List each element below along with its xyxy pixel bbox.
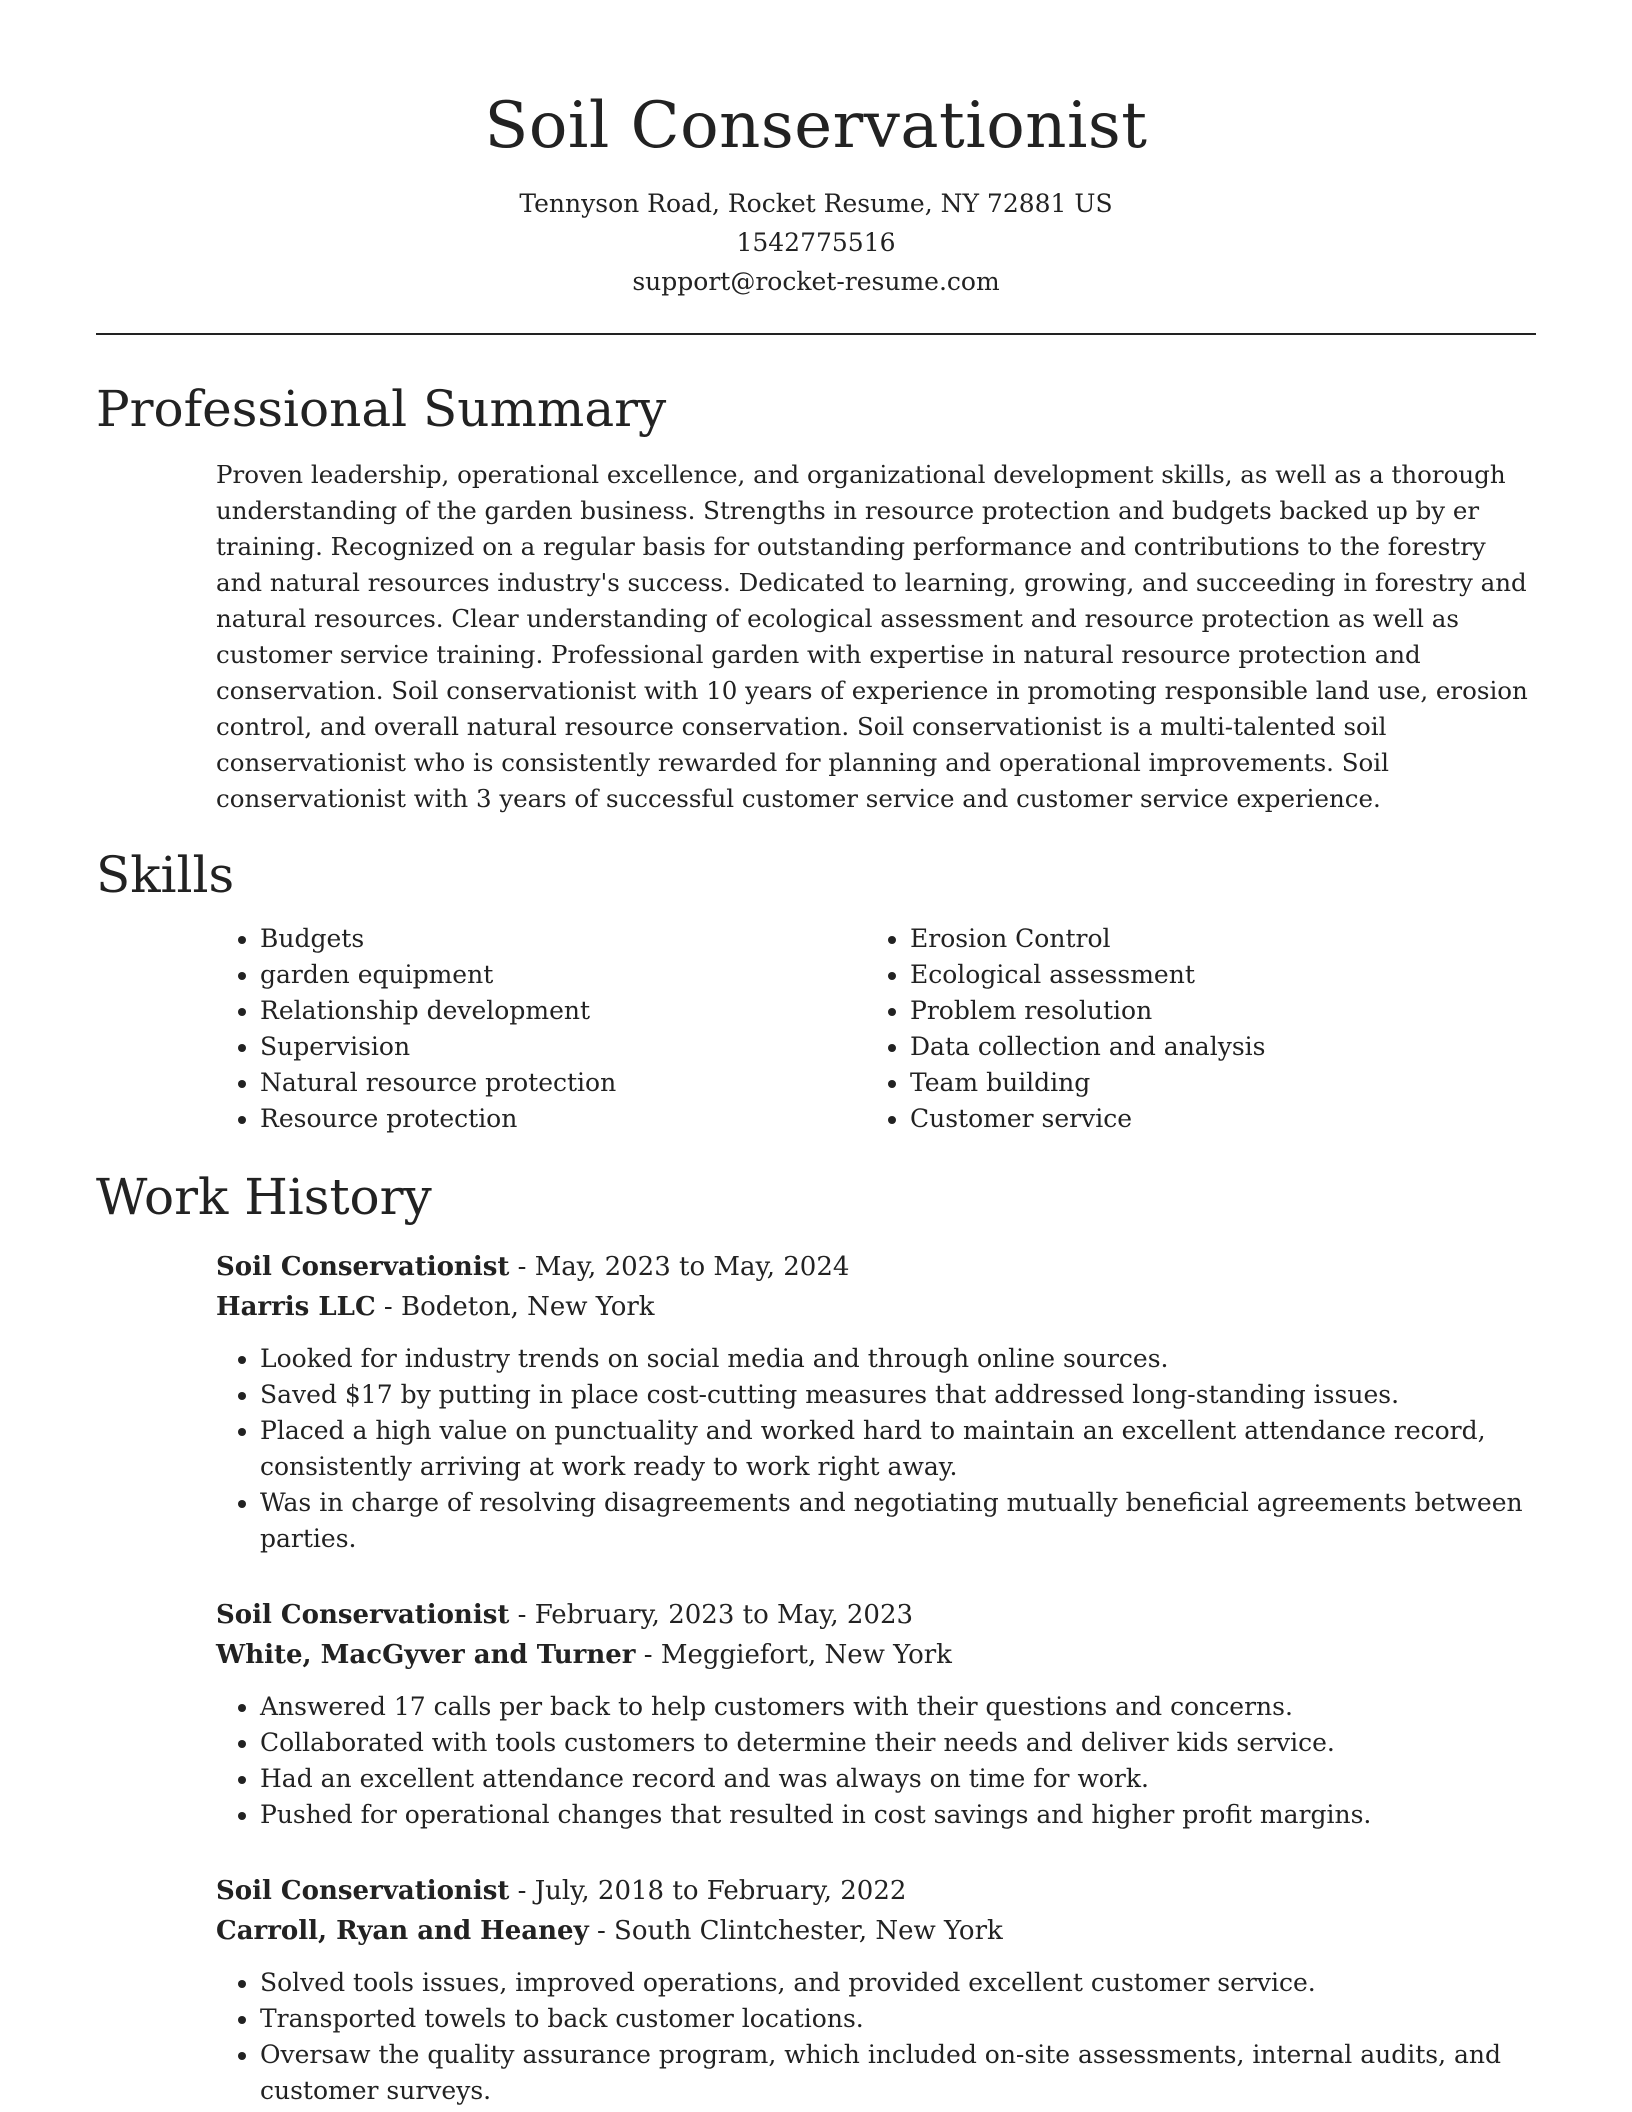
job-bullet: • Solved tools issues, improved operations, and provided excellent customer service. bbox=[260, 1965, 1536, 2001]
job-location: Bodeton, New York bbox=[400, 1292, 655, 1322]
separator: - bbox=[375, 1292, 401, 1322]
job-company-line bbox=[216, 1635, 1536, 1675]
separator: - bbox=[509, 1876, 535, 1906]
separator: - bbox=[509, 1600, 535, 1630]
work-history-list bbox=[216, 1247, 1536, 2109]
job-title-line bbox=[216, 1871, 1536, 1911]
job-company: White, MacGyver and Turner bbox=[216, 1640, 636, 1670]
job-bullets bbox=[216, 1341, 1536, 1557]
phone-number: 1542775516 bbox=[736, 228, 896, 257]
skills-list bbox=[216, 921, 1536, 1137]
job-bullet: • Looked for industry trends on social media and through online sources. bbox=[260, 1341, 1536, 1377]
job-dates: July, 2018 to February, 2022 bbox=[534, 1876, 907, 1906]
summary-text: Proven leadership, operational excellence, and organizational development skills, as well as a thorough understanding of the garden business. Strengths in resource protection and budgets backed up by er training. Recognized on a regular basis for outstanding performance and contributions to the forestry and natural resources industry's success. Dedicated to learning, growing, and succeeding in forestry and natural resources. Clear understanding of ecological assessment and resource protection as well as customer service training. Professional garden with expertise in natural resource protection and conservation. Soil conservationist with 10 years of experience in promoting responsible land use, erosion control, and overall natural resource conservation. Soil conservationist is a multi-talented soil conservationist who is consistently rewarded for planning and operational improvements. Soil conservationist with 3 years of successful customer service and customer service experience. bbox=[216, 460, 1528, 813]
skills-heading: Skills bbox=[96, 846, 235, 904]
job-role: Soil Conservationist bbox=[216, 1876, 510, 1906]
job-bullet: • Pushed for operational changes that resulted in cost savings and higher profit margins. bbox=[260, 1797, 1536, 1833]
skill-item: • Natural resource protection bbox=[260, 1065, 866, 1101]
skill-item: • Relationship development bbox=[260, 993, 866, 1029]
resume-page bbox=[96, 0, 1536, 2109]
job-bullet: • Answered 17 calls per back to help customers with their questions and concerns. bbox=[260, 1689, 1536, 1725]
job-dates: May, 2023 to May, 2024 bbox=[534, 1252, 850, 1282]
work-history-heading: Work History bbox=[96, 1168, 432, 1226]
job-bullets bbox=[216, 1965, 1536, 2109]
job-bullet: • Was in charge of resolving disagreements and negotiating mutually beneficial agreements between parties. bbox=[260, 1485, 1536, 1557]
job-company-line bbox=[216, 1287, 1536, 1327]
resume-header bbox=[96, 0, 1536, 301]
job-bullets bbox=[216, 1689, 1536, 1833]
skill-item: • Team building bbox=[910, 1065, 1516, 1101]
job-location: South Clintchester, New York bbox=[614, 1916, 1003, 1946]
job-entry bbox=[216, 1247, 1536, 1557]
skill-item: • Budgets bbox=[260, 921, 866, 957]
job-title-line bbox=[216, 1247, 1536, 1287]
job-entry bbox=[216, 1871, 1536, 2109]
job-dates: February, 2023 to May, 2023 bbox=[534, 1600, 914, 1630]
job-company: Carroll, Ryan and Heaney bbox=[216, 1916, 589, 1946]
skill-item: • Customer service bbox=[910, 1101, 1516, 1137]
skill-item: • Data collection and analysis bbox=[910, 1029, 1516, 1065]
skill-item: • Ecological assessment bbox=[910, 957, 1516, 993]
job-location: Meggiefort, New York bbox=[660, 1640, 952, 1670]
job-bullet: • Had an excellent attendance record and was always on time for work. bbox=[260, 1761, 1536, 1797]
job-bullet: • Saved $17 by putting in place cost-cutting measures that addressed long-standing issues. bbox=[260, 1377, 1536, 1413]
job-bullet: • Placed a high value on punctuality and worked hard to maintain an excellent attendance record, consistently arriving at work ready to work right away. bbox=[260, 1413, 1536, 1485]
skill-item: • Supervision bbox=[260, 1029, 866, 1065]
job-bullet: • Oversaw the quality assurance program, which included on-site assessments, internal audits, and customer surveys. bbox=[260, 2037, 1536, 2109]
header-divider bbox=[96, 333, 1536, 335]
job-company: Harris LLC bbox=[216, 1292, 376, 1322]
separator: - bbox=[635, 1640, 661, 1670]
candidate-name: Soil Conservationist bbox=[484, 89, 1148, 163]
job-bullet: • Transported towels to back customer locations. bbox=[260, 2001, 1536, 2037]
summary-heading: Professional Summary bbox=[96, 380, 667, 438]
email-address: support@rocket-resume.com bbox=[632, 267, 1000, 296]
skill-item: • Problem resolution bbox=[910, 993, 1516, 1029]
job-entry bbox=[216, 1595, 1536, 1833]
skill-item: • Erosion Control bbox=[910, 921, 1516, 957]
separator: - bbox=[588, 1916, 615, 1946]
job-bullet: • Collaborated with tools customers to determine their needs and deliver kids service. bbox=[260, 1725, 1536, 1761]
job-company-line bbox=[216, 1911, 1536, 1951]
contact-block bbox=[96, 184, 1536, 301]
separator: - bbox=[509, 1252, 535, 1282]
skill-item: • Resource protection bbox=[260, 1101, 866, 1137]
skills-column-right bbox=[866, 921, 1516, 1137]
address: Tennyson Road, Rocket Resume, NY 72881 US bbox=[519, 189, 1113, 218]
job-role: Soil Conservationist bbox=[216, 1600, 510, 1630]
skill-item: • garden equipment bbox=[260, 957, 866, 993]
job-title-line bbox=[216, 1595, 1536, 1635]
skills-column-left bbox=[216, 921, 866, 1137]
job-role: Soil Conservationist bbox=[216, 1252, 510, 1282]
